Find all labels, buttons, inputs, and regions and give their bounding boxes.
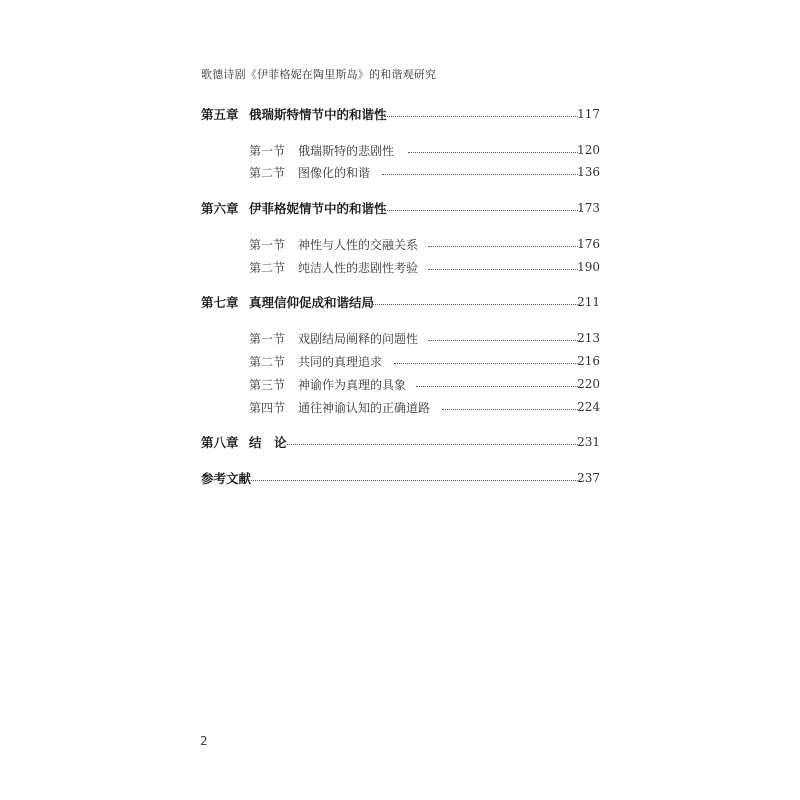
toc-entry-page: 117 bbox=[577, 107, 600, 121]
dot-leader bbox=[428, 245, 578, 247]
toc-entry-page: 213 bbox=[577, 331, 600, 345]
toc-entry-number: 第三节 bbox=[249, 377, 286, 392]
toc-entry-page: 237 bbox=[577, 471, 600, 485]
toc-entry-title: 真理信仰促成和谐结局 bbox=[249, 295, 375, 310]
toc-entry-number: 第五章 bbox=[201, 107, 239, 122]
toc-entry-chapter-6[interactable] bbox=[0, 199, 800, 217]
dot-leader bbox=[416, 385, 578, 387]
toc-entry-title: 共同的真理追求 bbox=[298, 354, 383, 369]
dot-leader bbox=[384, 209, 578, 211]
toc-entry-number: 第一节 bbox=[249, 331, 286, 346]
toc-entry-page: 231 bbox=[577, 435, 600, 449]
toc-entry-section[interactable] bbox=[0, 352, 800, 370]
toc-entry-references[interactable] bbox=[0, 469, 800, 487]
toc-entry-section[interactable] bbox=[0, 398, 800, 416]
toc-entry-title: 通往神谕认知的正确道路 bbox=[298, 400, 431, 415]
toc-entry-page: 224 bbox=[577, 400, 600, 414]
toc-entry-section[interactable] bbox=[0, 258, 800, 276]
toc-entry-title: 神谕作为真理的具象 bbox=[298, 377, 407, 392]
toc-entry-page: 220 bbox=[577, 377, 600, 391]
toc-entry-title: 参考文献 bbox=[201, 471, 252, 486]
toc-entry-number: 第六章 bbox=[201, 201, 239, 216]
running-head: 歌德诗剧《伊菲格妮在陶里斯岛》的和谐观研究 bbox=[201, 68, 437, 81]
toc-entry-section[interactable] bbox=[0, 375, 800, 393]
toc-entry-section[interactable] bbox=[0, 141, 800, 159]
toc-entry-title: 俄瑞斯特情节中的和谐性 bbox=[249, 107, 387, 122]
dot-leader bbox=[372, 303, 578, 305]
toc-entry-title: 纯洁人性的悲剧性考验 bbox=[298, 260, 419, 275]
toc-entry-number: 第四节 bbox=[249, 400, 286, 415]
toc-entry-page: 120 bbox=[577, 143, 600, 157]
toc-entry-title: 俄瑞斯特的悲剧性 bbox=[298, 143, 395, 158]
toc-entry-number: 第二节 bbox=[249, 165, 286, 180]
toc-entry-chapter-5[interactable] bbox=[0, 105, 800, 123]
toc-entry-page: 190 bbox=[577, 260, 600, 274]
toc-entry-chapter-7[interactable] bbox=[0, 293, 800, 311]
toc-entry-number: 第八章 bbox=[201, 435, 239, 450]
toc-entry-section[interactable] bbox=[0, 329, 800, 347]
toc-entry-title: 图像化的和谐 bbox=[298, 165, 371, 180]
dot-leader bbox=[394, 362, 578, 364]
dot-leader bbox=[428, 268, 578, 270]
toc-entry-page: 211 bbox=[577, 295, 600, 309]
dot-leader bbox=[408, 151, 578, 153]
toc-entry-title: 戏剧结局阐释的问题性 bbox=[298, 331, 419, 346]
dot-leader bbox=[384, 115, 578, 117]
toc-entry-number: 第二节 bbox=[249, 354, 286, 369]
toc-entry-page: 216 bbox=[577, 354, 600, 368]
toc-entry-title: 神性与人性的交融关系 bbox=[298, 237, 419, 252]
toc-entry-number: 第七章 bbox=[201, 295, 239, 310]
toc-entry-section[interactable] bbox=[0, 235, 800, 253]
toc-entry-chapter-8[interactable] bbox=[0, 433, 800, 451]
dot-leader bbox=[249, 479, 578, 481]
dot-leader bbox=[442, 408, 578, 410]
dot-leader bbox=[428, 339, 578, 341]
toc-entry-number: 第二节 bbox=[249, 260, 286, 275]
dot-leader bbox=[382, 173, 578, 175]
dot-leader bbox=[287, 443, 578, 445]
toc-entry-title: 结 论 bbox=[249, 435, 287, 450]
toc-entry-page: 176 bbox=[577, 237, 600, 251]
toc-entry-title: 伊菲格妮情节中的和谐性 bbox=[249, 201, 387, 216]
toc-entry-number: 第一节 bbox=[249, 143, 286, 158]
toc-entry-page: 173 bbox=[577, 201, 600, 215]
toc-entry-number: 第一节 bbox=[249, 237, 286, 252]
toc-entry-page: 136 bbox=[577, 165, 600, 179]
page-number: 2 bbox=[200, 734, 208, 748]
toc-entry-section[interactable] bbox=[0, 163, 800, 181]
